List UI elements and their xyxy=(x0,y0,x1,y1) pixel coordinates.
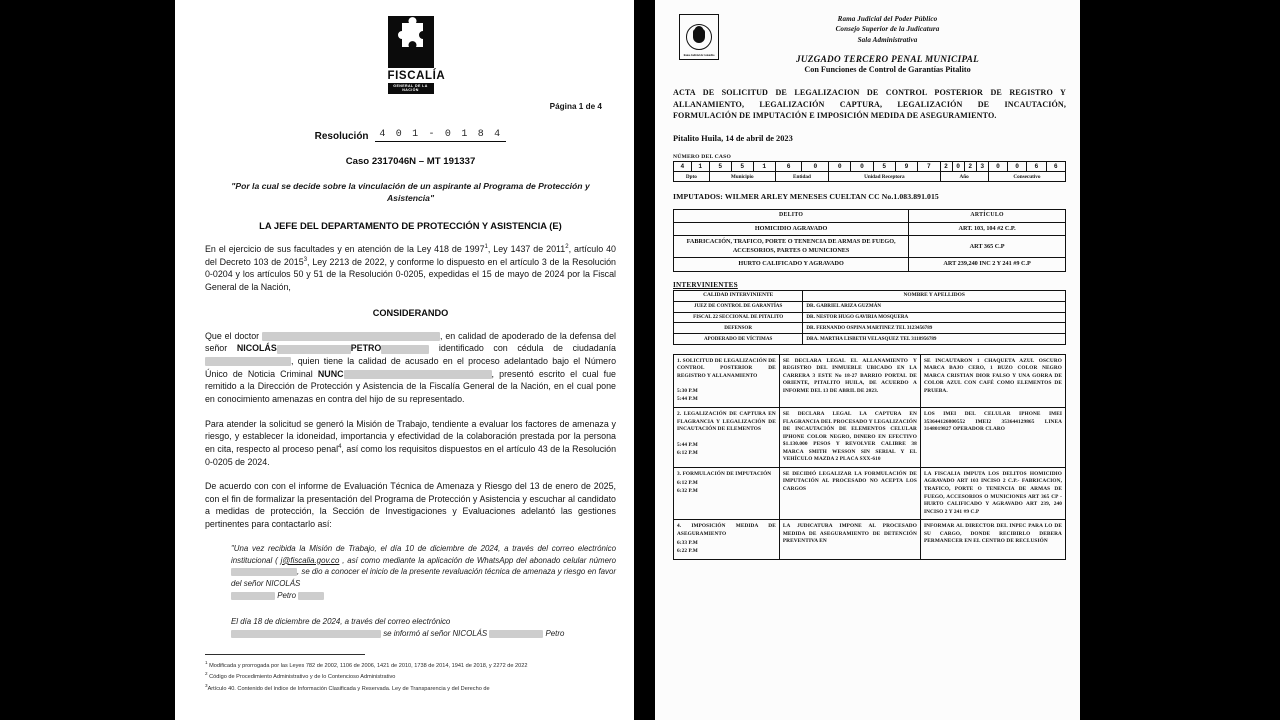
interv-nombre: DR. GABRIEL ARIZA GUZMÁN xyxy=(803,301,1066,312)
case-number-digit: 0 xyxy=(1008,162,1027,172)
acta-times xyxy=(677,388,776,404)
articulo-cell: ART. 103, 104 #2 C.P. xyxy=(909,223,1066,236)
table-row xyxy=(674,223,1066,236)
rama-line-1: Rama Judicial del Poder Público xyxy=(837,15,938,23)
acta-end-time: 6:12 P.M xyxy=(677,449,698,456)
footnote-2 xyxy=(205,670,616,682)
acta-decision: SE DECLARA LEGAL LA CAPTURA EN FLAGRANCIA DEL PROCESADO Y LEGALIZACIÓN DE INCAUTACIÓN DE ELEMENTOS CELULAR IPHONE COLOR NEGRO, DINERO EN EFECTIVO $1.130.000 PESOS Y REVOLVER CALIBRE 38 MARCA SMITH WESSON SIN SERIAL Y EL VEHÍCULO MAZDA 2 PLACA SXX-610 xyxy=(779,408,920,468)
acta-end-time: 6:22 P.M xyxy=(677,548,698,555)
fiscalia-wordmark: FISCALÍA xyxy=(387,70,446,82)
delito-header-delito: DELITO xyxy=(674,210,909,223)
case-number-digit: 0 xyxy=(988,162,1007,172)
footnote-ref-3: 3 xyxy=(303,256,308,263)
intro-text-1: En el ejercicio de sus facultades y en atención de la Ley 418 de 1997 xyxy=(205,244,485,255)
pqd-t2: , en calidad de apoderado de la defensa del señor xyxy=(205,330,616,354)
case-number-group-label: Unidad Receptora xyxy=(829,172,940,182)
table-row xyxy=(674,354,1066,407)
table-row xyxy=(674,334,1066,345)
footnote-ref-4: 4 xyxy=(338,443,342,450)
pqd-t5: , quien tiene la calidad de acusado en el proceso adelantado bajo el Número Único de Noticia Criminal xyxy=(205,356,616,379)
paragraph-que-el-doctor xyxy=(205,330,616,406)
paragraph-de-acuerdo: De acuerdo con con el informe de Evaluación Técnica de Amenaza y Riesgo del 13 de enero de 2025, con el fin de formalizar la presentación del Programa de Protección y Asistencia y escuchar al candidato a medidas de protección, la Sección de Investigaciones y Evaluaciones adelantó las gestiones pertinentes para contactarlo así: xyxy=(205,481,616,530)
case-number-digit: 7 xyxy=(918,162,940,172)
delito-header-row xyxy=(674,210,1066,223)
interv-calidad: FISCAL 22 SECCIONAL DE PITALITO xyxy=(674,312,803,323)
acta-times xyxy=(677,540,776,556)
right-document-header xyxy=(673,14,1066,74)
table-row xyxy=(674,236,1066,258)
rama-line-3: Sala Administrativa xyxy=(857,35,918,44)
articulo-cell: ART 365 C.P xyxy=(909,236,1066,258)
redaction-bar xyxy=(277,345,351,354)
delito-cell: HOMICIDIO AGRAVADO xyxy=(674,223,909,236)
table-row xyxy=(674,258,1066,271)
footnote-marker-3: 3 xyxy=(205,682,208,688)
fiscalia-logo xyxy=(387,16,446,94)
acta-decision: SE DECLARA LEGAL EL ALLANAMIENTO Y REGISTRO DEL INMUEBLE UBICADO EN LA CARRERA 3 ESTE No 18-27 BARRIO PORTAL DE ORIENTE, PITALITO HUILA, DE ACUERDO A INFORME DEL 13 DE ABRIL DE 2023. xyxy=(779,354,920,407)
table-row xyxy=(674,467,1066,519)
case-number-digit: 3 xyxy=(976,162,988,172)
acta-times xyxy=(677,442,776,458)
acta-item-text: 4. IMPOSICIÓN MEDIDA DE ASEGURAMIENTO xyxy=(677,523,776,537)
table-row xyxy=(674,520,1066,560)
case-number-digit: 1 xyxy=(753,162,775,172)
acta-start-time: 5:30 P.M xyxy=(677,388,698,395)
name-nicolas: NICOLÁS xyxy=(236,343,277,354)
acta-elements: SE INCAUTARON 1 CHAQUETA AZUL OSCURO MARCA BAJO CERO, 1 BUZO COLOR NEGRO MARCA CRISTIAN DIOR FALSO Y UNA GORRA DE COLOR AZUL CON CAFÉ COMO ELEMENTOS DE PRUEBA. xyxy=(920,354,1065,407)
considerando-heading: CONSIDERANDO xyxy=(372,307,449,318)
pqd-t6: , presentó escrito el cual fue remitido a la Dirección de Protección y Asistencia de la Fiscalía General de la Nación, en el cual pone en conocimiento amenazas en contra del hijo de su representado. xyxy=(205,368,616,404)
interv-nombre: DRA. MARTHA LISBETH VELASQUEZ TEL 3118956789 xyxy=(803,334,1066,345)
acta-item-text: 2. LEGALIZACIÓN DE CAPTURA EN FLAGRANCIA Y LEGALIZACIÓN DE INCAUTACIÓN DE ELEMENTOS xyxy=(677,411,776,433)
acta-item-text: 3. FORMULACIÓN DE IMPUTACIÓN xyxy=(677,470,772,477)
redaction-bar xyxy=(262,332,440,341)
case-number-digit: 0 xyxy=(952,162,964,172)
q2-t1: El día 18 de diciembre de 2024, a través del correo electrónico xyxy=(231,617,451,626)
resolution-number-handwritten: 4 0 1 - 0 1 8 4 xyxy=(375,129,506,142)
table-row xyxy=(674,408,1066,468)
pm-text: Para atender la solicitud se generó la Misión de Trabajo, tendiente a evaluar los factores de amenaza y riesgo, y establecer la idoneidad, importancia y efectividad de la colaboración prestada por la persona en cita, respecto al proceso penal xyxy=(205,418,616,454)
footnote-2-text: Código de Procedimiento Administrativo y de lo Contencioso Administrativo xyxy=(209,674,396,681)
case-number-group-label: Consecutivo xyxy=(988,172,1065,182)
case-number-label-row xyxy=(674,172,1066,182)
court-name: JUZGADO TERCERO PENAL MUNICIPAL xyxy=(795,53,980,64)
q2-t2: se informó al señor NICOLÁS xyxy=(381,628,490,638)
q1-t2: , así como mediante la aplicación de WhatsApp del abonado celular número xyxy=(339,555,616,565)
acta-elements: LOS IMEI DEL CELULAR IPHONE IMEI 353644126800552 IMEI2 353644129865 LINEA 3148019827 OPERADOR CLARO xyxy=(920,408,1065,468)
coat-of-arms-caption: Rama Judicial de Colombia xyxy=(683,53,715,57)
pqd-t1: Que el doctor xyxy=(205,330,262,341)
case-number-digit: 9 xyxy=(895,162,917,172)
footnote-marker-2: 2 xyxy=(205,671,208,677)
case-number-digit: 6 xyxy=(1027,162,1046,172)
redaction-bar xyxy=(231,630,381,638)
quote-block-2 xyxy=(231,616,616,640)
interv-nombre: DR. FERNANDO OSPINA MARTINEZ TEL 3123456789 xyxy=(803,323,1066,334)
case-number-digit: 2 xyxy=(940,162,952,172)
q1-t1: "Una vez recibida la Misión de Trabajo, el día 10 de diciembre de 2024, a través del correo electrónico institucional ( xyxy=(231,543,616,565)
interv-header-nombre: NOMBRE Y APELLIDOS xyxy=(803,290,1066,301)
case-number-digit: 0 xyxy=(851,162,873,172)
interv-nombre: DR. NESTOR HUGO GAVIRIA MOSQUERA xyxy=(803,312,1066,323)
rama-line-2: Consejo Superior de la Judicatura xyxy=(835,25,940,34)
redaction-bar xyxy=(489,630,543,638)
coat-of-arms-shield xyxy=(693,29,705,43)
court-function: Con Funciones de Control de Garantías Pitalito xyxy=(804,64,971,74)
case-number-group-label: Dpto xyxy=(674,172,710,182)
case-number-group-label: Municipio xyxy=(709,172,775,182)
intervinientes-table xyxy=(673,290,1066,345)
acta-item-text: 1. SOLICITUD DE LEGALIZACIÓN DE CONTROL POSTERIOR DE REGISTRO Y ALLANAMIENTO xyxy=(677,357,776,379)
name-petro: PETRO xyxy=(350,343,382,354)
case-line: Caso 2317046N – MT 191337 xyxy=(345,155,476,167)
case-number-group-label: Entidad xyxy=(775,172,828,182)
case-number-digit: 5 xyxy=(709,162,731,172)
table-row xyxy=(674,323,1066,334)
redaction-bar xyxy=(344,370,492,379)
intro-text-2: , Ley 1437 de 2011 xyxy=(487,244,566,255)
case-number-label: NÚMERO DEL CASO xyxy=(673,154,732,161)
case-number-digit: 5 xyxy=(873,162,895,172)
table-row xyxy=(674,301,1066,312)
document-left-fiscalia-resolution xyxy=(175,0,634,720)
delito-table xyxy=(673,209,1066,271)
q1-t4: Petro xyxy=(275,591,299,601)
puzzle-piece-icon xyxy=(388,16,434,68)
case-number-digit: 0 xyxy=(802,162,829,172)
subject-italic: "Por la cual se decide sobre la vinculación de un aspirante al Programa de Protección y Asistencia" xyxy=(231,180,590,203)
interv-header-calidad: CALIDAD INTERVINIENTE xyxy=(674,290,803,301)
intervinientes-header-row xyxy=(674,290,1066,301)
interv-calidad: DEFENSOR xyxy=(674,323,803,334)
city-date: Pitalito Huila, 14 de abril de 2023 xyxy=(673,134,793,144)
acta-decision: SE DECIDIÓ LEGALIZAR LA FORMULACIÓN DE IMPUTACIÓN AL PROCESADO NO ACEPTA LOS CARGOS xyxy=(779,467,920,519)
table-row xyxy=(674,312,1066,323)
imputado-line: IMPUTADOS: WILMER ARLEY MENESES CUELTAN CC No.1.083.891.015 xyxy=(673,192,939,202)
q2-t3: Petro xyxy=(543,628,565,638)
acta-item xyxy=(674,467,780,519)
acta-elements: INFORMAR AL DIRECTOR DEL INPEC PARA LO DE SU CARGO, DONDE RECIBIRLO DEBERA PERMANECER EN EL CENTRO DE RECLUSIÓN xyxy=(920,520,1065,560)
intervinientes-label: INTERVINIENTES xyxy=(673,280,738,289)
case-number-digit-row xyxy=(674,162,1066,172)
delito-header-articulo: ARTÍCULO xyxy=(909,210,1066,223)
document-right-court-record xyxy=(655,0,1080,720)
resolution-line xyxy=(205,129,616,142)
fiscalia-subtitle: GENERAL DE LA NACIÓN xyxy=(388,83,434,94)
footnote-3 xyxy=(205,682,616,694)
page-indicator: Página 1 de 4 xyxy=(549,101,602,111)
interv-calidad: JUEZ DE CONTROL DE GARANTÍAS xyxy=(674,301,803,312)
footnote-1 xyxy=(205,659,616,671)
case-number-digit: 4 xyxy=(674,162,692,172)
redaction-bar xyxy=(231,568,297,576)
footnote-ref-2: 2 xyxy=(565,244,569,251)
case-number-digit: 0 xyxy=(829,162,851,172)
case-number-digit: 6 xyxy=(775,162,802,172)
authority-heading: LA JEFE DEL DEPARTAMENTO DE PROTECCIÓN Y ASISTENCIA (E) xyxy=(259,220,562,232)
case-number-digit: 1 xyxy=(691,162,709,172)
acta-item xyxy=(674,520,780,560)
footnote-3-text: Artículo 40. Contenido del índice de Información Clasificada y Reservada. Ley de Transparencia y del Derecho de xyxy=(207,685,490,692)
footnote-1-text: Modificada y prorrogada por las Leyes 782 de 2002, 1106 de 2006, 1421 de 2010, 1738 de 2014, 1941 de 2018, y 2272 de 2022 xyxy=(209,662,528,669)
footnote-marker-1: 1 xyxy=(205,659,208,665)
case-number-group-label: Año xyxy=(940,172,988,182)
paragraph-mision-trabajo xyxy=(205,418,616,469)
redaction-bar xyxy=(231,592,275,600)
acta-item xyxy=(674,408,780,468)
nunc-label: NUNC xyxy=(317,368,344,379)
pqd-t4: identificado con cédula de ciudadanía xyxy=(429,343,616,354)
delito-cell: HURTO CALIFICADO Y AGRAVADO xyxy=(674,258,909,271)
articulo-cell: ART 239,240 INC 2 Y 241 #9 C.P xyxy=(909,258,1066,271)
intro-text-3: , artículo 40 del Decreto 103 de 2015 xyxy=(205,244,616,267)
coat-of-arms-icon xyxy=(679,14,719,60)
interv-calidad: APODERADO DE VÍCTIMAS xyxy=(674,334,803,345)
court-header-text xyxy=(719,14,1066,74)
acta-title: ACTA DE SOLICITUD DE LEGALIZACION DE CONTROL POSTERIOR DE REGISTRO Y ALLANAMIENTO, LEGALIZACIÓN CAPTURA, LEGALIZACIÓN DE INCAUTACIÓN, FORMULACIÓN DE IMPUTACIÓN E IMPOSICIÓN MEDIDA DE ASEGURAMIENTO. xyxy=(673,87,1066,121)
redaction-bar xyxy=(381,345,429,354)
delito-cell: FABRICACIÓN, TRAFICO, PORTE O TENENCIA DE ARMAS DE FUEGO, ACCESORIOS, PARTES O MUNICIONES xyxy=(674,236,909,258)
redaction-bar xyxy=(298,592,324,600)
acta-end-time: 5:44 P.M xyxy=(677,396,698,403)
quote-block-1 xyxy=(231,543,616,602)
footnote-divider xyxy=(205,654,365,655)
redaction-bar xyxy=(205,357,291,366)
acta-proceedings-table xyxy=(673,354,1066,560)
footnote-ref-1: 1 xyxy=(484,244,488,251)
case-number-table xyxy=(673,161,1066,182)
acta-end-time: 6:32 P.M xyxy=(677,488,698,495)
email-link[interactable]: j@fiscalia.gov.co xyxy=(280,555,340,565)
pm-tail: , así como los requisitos dispuestos en el artículo 43 de la Resolución 0-0205 de 2024. xyxy=(205,443,617,467)
intro-text-4: , Ley 2213 de 2022, y conforme lo dispuesto en el artículo 3 de la Resolución 0-0204 y los artículos 50 y 51 de la Resolución 0-0205, expedidas el 15 de mayo de 2024 por la Fiscal General de la Nación, xyxy=(205,256,616,293)
acta-item xyxy=(674,354,780,407)
intro-paragraph xyxy=(205,243,616,294)
acta-elements: LA FISCALIA IMPUTA LOS DELITOS HOMICIDIO AGRAVADO ART 103 INCISO 2 C.P.- FABRICACION, TRAFICO, PORTE O TENENCIA DE ARMAS DE FUEGO, ACCESORIOS O MUNICIONES ART 365 CP - HURTO CALIFICADO Y AGRAVADO ART 239, 240 INCISO 2 Y 241 #9 C.P xyxy=(920,467,1065,519)
acta-decision: LA JUDICATURA IMPONE AL PROCESADO MEDIDA DE ASEGURAMIENTO DE DETENCIÓN PREVENTIVA EN xyxy=(779,520,920,560)
case-number-digit: 5 xyxy=(731,162,753,172)
acta-start-time: 5:44 P.M xyxy=(677,441,698,448)
acta-start-time: 6:33 P.M xyxy=(677,540,698,547)
acta-times xyxy=(677,480,776,496)
acta-start-time: 6:12 P.M xyxy=(677,480,698,487)
q1-t3: , se dio a conocer el inicio de la presente revaluación técnica de amenaza y riesgo en favor del señor NICOLÁS xyxy=(231,567,616,589)
case-number-digit: 2 xyxy=(964,162,976,172)
resolution-label: Resolución xyxy=(314,130,369,142)
case-number-digit: 6 xyxy=(1046,162,1065,172)
